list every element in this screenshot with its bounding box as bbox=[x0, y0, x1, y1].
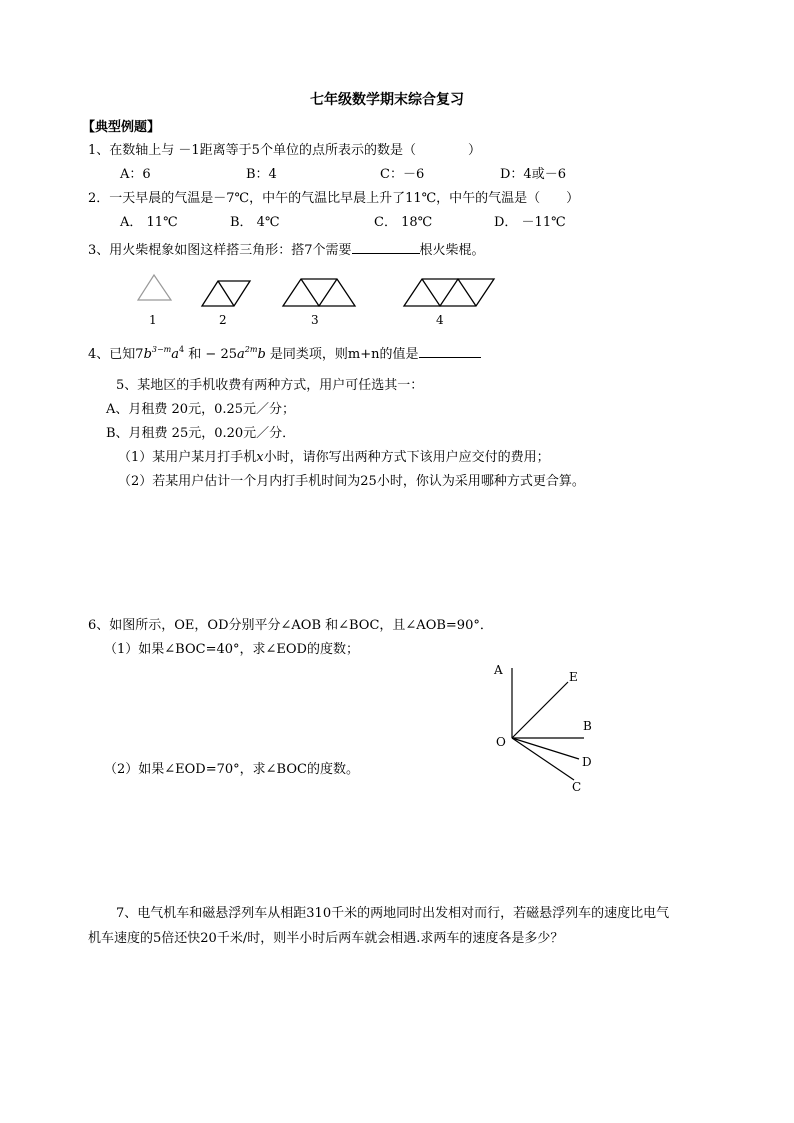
point-label-D: D bbox=[582, 755, 592, 769]
question-5-option-b: B、月租费 25元，0.20元／分． bbox=[106, 426, 296, 441]
figure-label-3: 3 bbox=[311, 313, 319, 327]
question-7-line-2: 机车速度的5倍还快20千米/时，则半小时后两车就会相遇.求两车的速度各是多少？ bbox=[88, 931, 564, 946]
matchstick-figure-2 bbox=[202, 281, 250, 306]
answer-blank bbox=[352, 240, 420, 254]
question-1-option-d: D：4或－6 bbox=[500, 167, 566, 182]
term2-a-exponent: 2m bbox=[244, 345, 258, 354]
figure-label-2: 2 bbox=[219, 313, 227, 327]
question-1-option-c: C：－6 bbox=[380, 167, 425, 182]
ray-OE bbox=[512, 682, 568, 738]
question-1-option-b: B：4 bbox=[246, 167, 277, 182]
term1-var-a: a bbox=[171, 347, 180, 362]
question-2-stem: 2．一天早晨的气温是－7℃，中午的气温比早晨上升了11℃，中午的气温是（ ） bbox=[88, 191, 580, 206]
point-label-O: O bbox=[496, 735, 506, 749]
matchstick-figure-4 bbox=[404, 279, 494, 306]
question-5-part-1 bbox=[118, 450, 550, 466]
question-5-stem: 5、某地区的手机收费有两种方式，用户可任选其一： bbox=[116, 378, 424, 393]
question-7-line-1: 7、电气机车和磁悬浮列车从相距310千米的两地同时出发相对而行，若磁悬浮列车的速度比电气 bbox=[116, 906, 670, 921]
term1-a-exponent: 4 bbox=[179, 345, 185, 354]
term2-coefficient: − 25 bbox=[205, 347, 237, 362]
question-4-suffix: 是同类项，则m+n的值是 bbox=[269, 347, 419, 362]
question-2-option-c: C． 18℃ bbox=[374, 215, 433, 230]
point-label-E: E bbox=[569, 670, 578, 684]
question-5-option-a: A、月租费 20元，0.25元／分； bbox=[106, 402, 296, 417]
point-label-B: B bbox=[583, 719, 592, 733]
term2-var-a: a bbox=[237, 347, 245, 362]
question-2-option-b: B． 4℃ bbox=[230, 215, 280, 230]
answer-blank bbox=[419, 344, 481, 358]
question-2-option-a: A． 11℃ bbox=[120, 215, 178, 230]
question-3-stem-text: 3、用火柴棍象如图这样搭三角形：搭7个需要 bbox=[88, 243, 352, 258]
question-4-connector: 和 bbox=[184, 347, 202, 362]
question-1-stem: 1、在数轴上与 －1距离等于5个单位的点所表示的数是（ ） bbox=[88, 143, 481, 158]
figure-label-1: 1 bbox=[149, 313, 157, 327]
section-label: 【典型例题】 bbox=[82, 120, 161, 135]
question-1-option-a: A：6 bbox=[120, 167, 151, 182]
question-6-part-1: （1）如果∠BOC=40°，求∠EOD的度数； bbox=[104, 642, 359, 657]
matchstick-figure-2-path bbox=[202, 281, 250, 306]
question-6-stem: 6、如图所示，OE，OD分别平分∠AOB 和∠BOC，且∠AOB=90°． bbox=[88, 618, 493, 633]
matchstick-figure-3 bbox=[283, 279, 355, 306]
point-label-C: C bbox=[572, 780, 582, 794]
question-5-part-2: （2）若某用户估计一个月内打手机时间为25小时，你认为采用哪种方式更合算。 bbox=[118, 474, 585, 489]
question-2-option-d: D． －11℃ bbox=[494, 215, 566, 230]
term1-b-exponent: 3−m bbox=[151, 345, 172, 354]
question-4-prefix: 4、已知 bbox=[88, 347, 136, 362]
page-title: 七年级数学期末综合复习 bbox=[310, 92, 464, 108]
question-3-stem-suffix: 根火柴棍。 bbox=[419, 243, 485, 258]
question-4-stem bbox=[88, 342, 481, 363]
question-3-stem bbox=[88, 240, 485, 259]
ray-OC bbox=[512, 738, 574, 780]
question-5-part-1-text: （1）某用户某月打手机 bbox=[118, 450, 257, 465]
variable-x: x bbox=[256, 450, 264, 465]
question-5-part-1-suffix: 小时，请你写出两种方式下该用户应交付的费用； bbox=[263, 450, 550, 465]
ray-OD bbox=[512, 738, 579, 759]
question-6-part-2: （2）如果∠EOD=70°，求∠BOC的度数。 bbox=[104, 762, 359, 777]
term2-var-b: b bbox=[257, 347, 266, 362]
figure-label-4: 4 bbox=[436, 313, 444, 327]
point-label-A: A bbox=[494, 663, 503, 677]
matchstick-figure-1 bbox=[138, 275, 171, 300]
term1-coefficient: 7 bbox=[135, 347, 144, 362]
term1-var-b: b bbox=[143, 347, 152, 362]
